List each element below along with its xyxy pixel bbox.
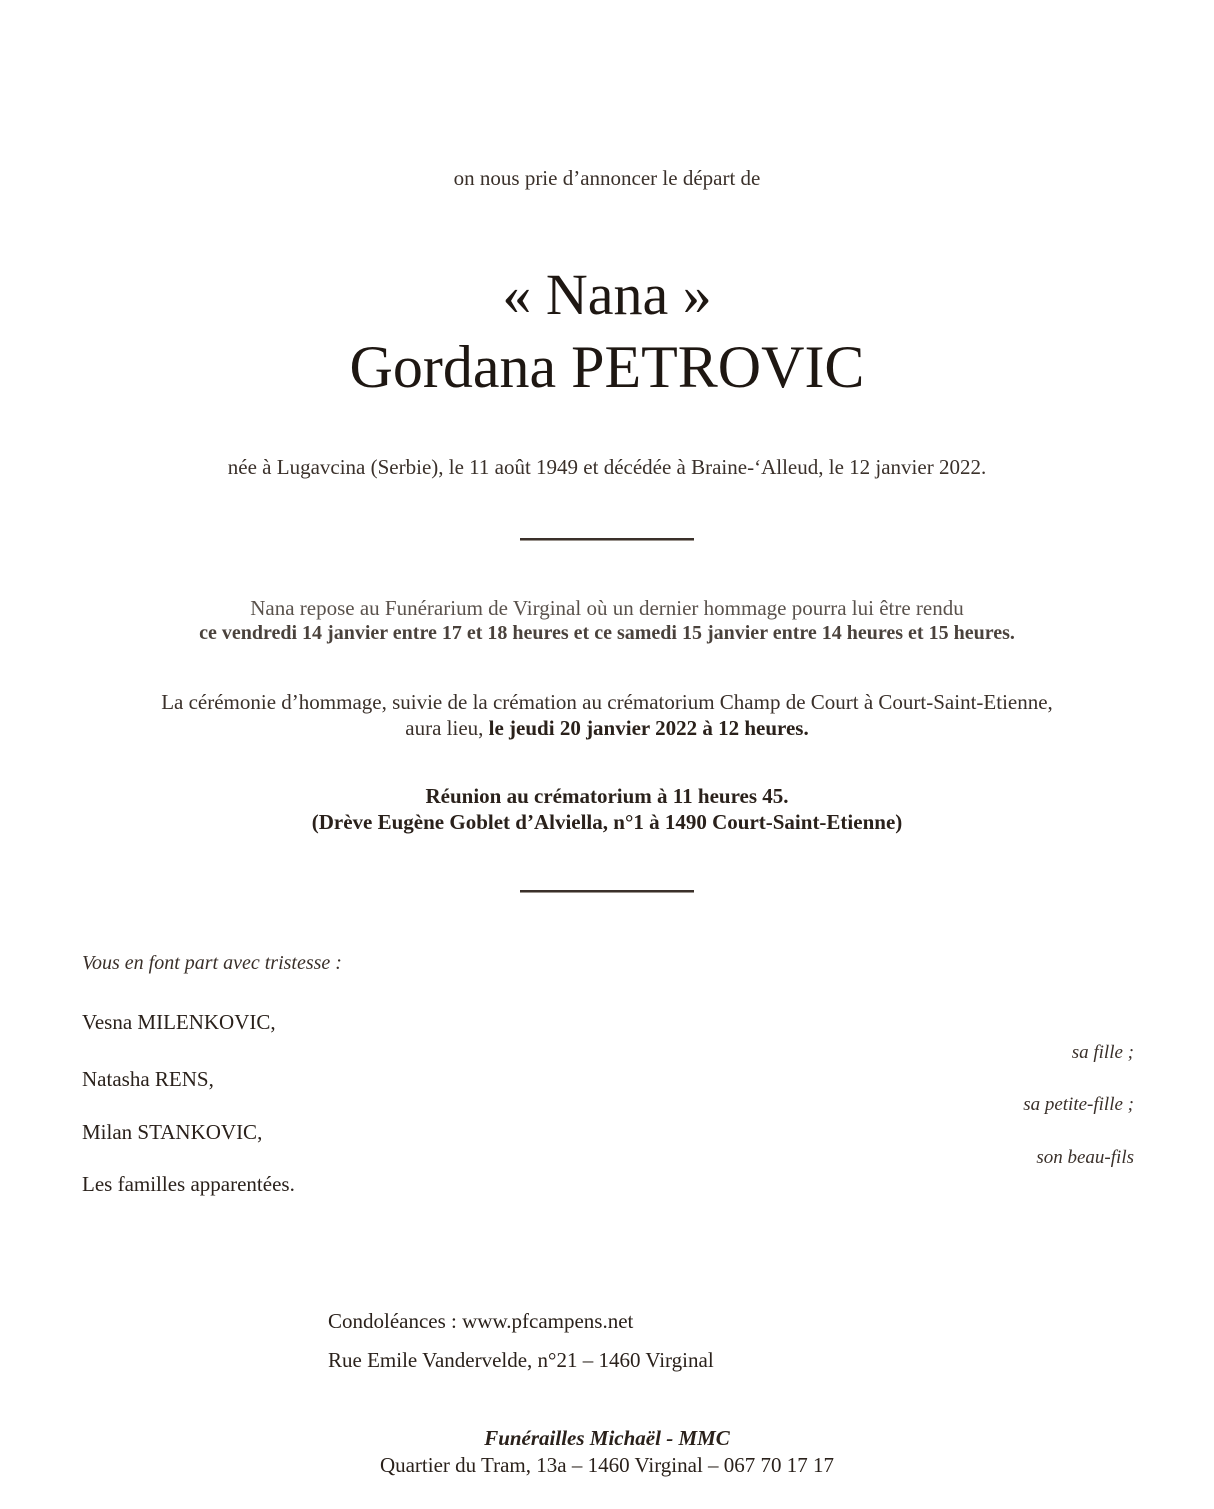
meeting-line-2: (Drève Eugène Goblet d’Alviella, n°1 à 1490 Court-Saint-Etienne) <box>311 810 903 834</box>
divider-top <box>520 538 694 540</box>
family-name-1: Vesna MILENKOVIC, <box>82 1010 276 1034</box>
ceremony-line-1: La cérémonie d’hommage, suivie de la crémation au crématorium Champ de Court à Court-Saint-Etienne, <box>161 690 1053 714</box>
family-relation-2: sa petite-fille ; <box>1023 1094 1134 1115</box>
deceased-name: Gordana PETROVIC <box>349 334 865 400</box>
visitation-line-1: Nana repose au Funérarium de Virginal où un dernier hommage pourra lui être rendu <box>250 596 964 620</box>
meeting-line-1: Réunion au crématorium à 11 heures 45. <box>425 784 789 808</box>
ceremony-line-2-prefix: aura lieu, <box>405 716 489 740</box>
ceremony-date: le jeudi 20 janvier 2022 à 12 heures. <box>488 716 809 740</box>
visitation-line-2: ce vendredi 14 janvier entre 17 et 18 heures et ce samedi 15 janvier entre 14 heures et 15 heures. <box>199 622 1015 644</box>
family-announce: Vous en font part avec tristesse : <box>82 952 342 974</box>
family-relation-1: sa fille ; <box>1071 1042 1134 1063</box>
family-name-4: Les familles apparentées. <box>82 1172 295 1196</box>
family-name-3: Milan STANKOVIC, <box>82 1120 263 1144</box>
birth-death-text: née à Lugavcina (Serbie), le 11 août 1949 et décédée à Braine-‘Alleud, le 12 janvier 2022. <box>227 455 987 479</box>
funeral-home-name: Funérailles Michaël - MMC <box>484 1426 730 1450</box>
family-name-2: Natasha RENS, <box>82 1067 214 1091</box>
deceased-nickname: « Nana » <box>502 262 712 327</box>
condolences-link[interactable]: Condoléances : www.pfcampens.net <box>328 1309 634 1333</box>
divider-bottom <box>520 890 694 892</box>
ceremony-line-2 <box>0 716 1214 741</box>
funeral-home-address: Quartier du Tram, 13a – 1460 Virginal – 067 70 17 17 <box>379 1453 835 1477</box>
family-relation-3: son beau-fils <box>1036 1147 1134 1168</box>
intro-text: on nous prie d’annoncer le départ de <box>453 166 761 190</box>
contact-address: Rue Emile Vandervelde, n°21 – 1460 Virginal <box>328 1348 714 1372</box>
